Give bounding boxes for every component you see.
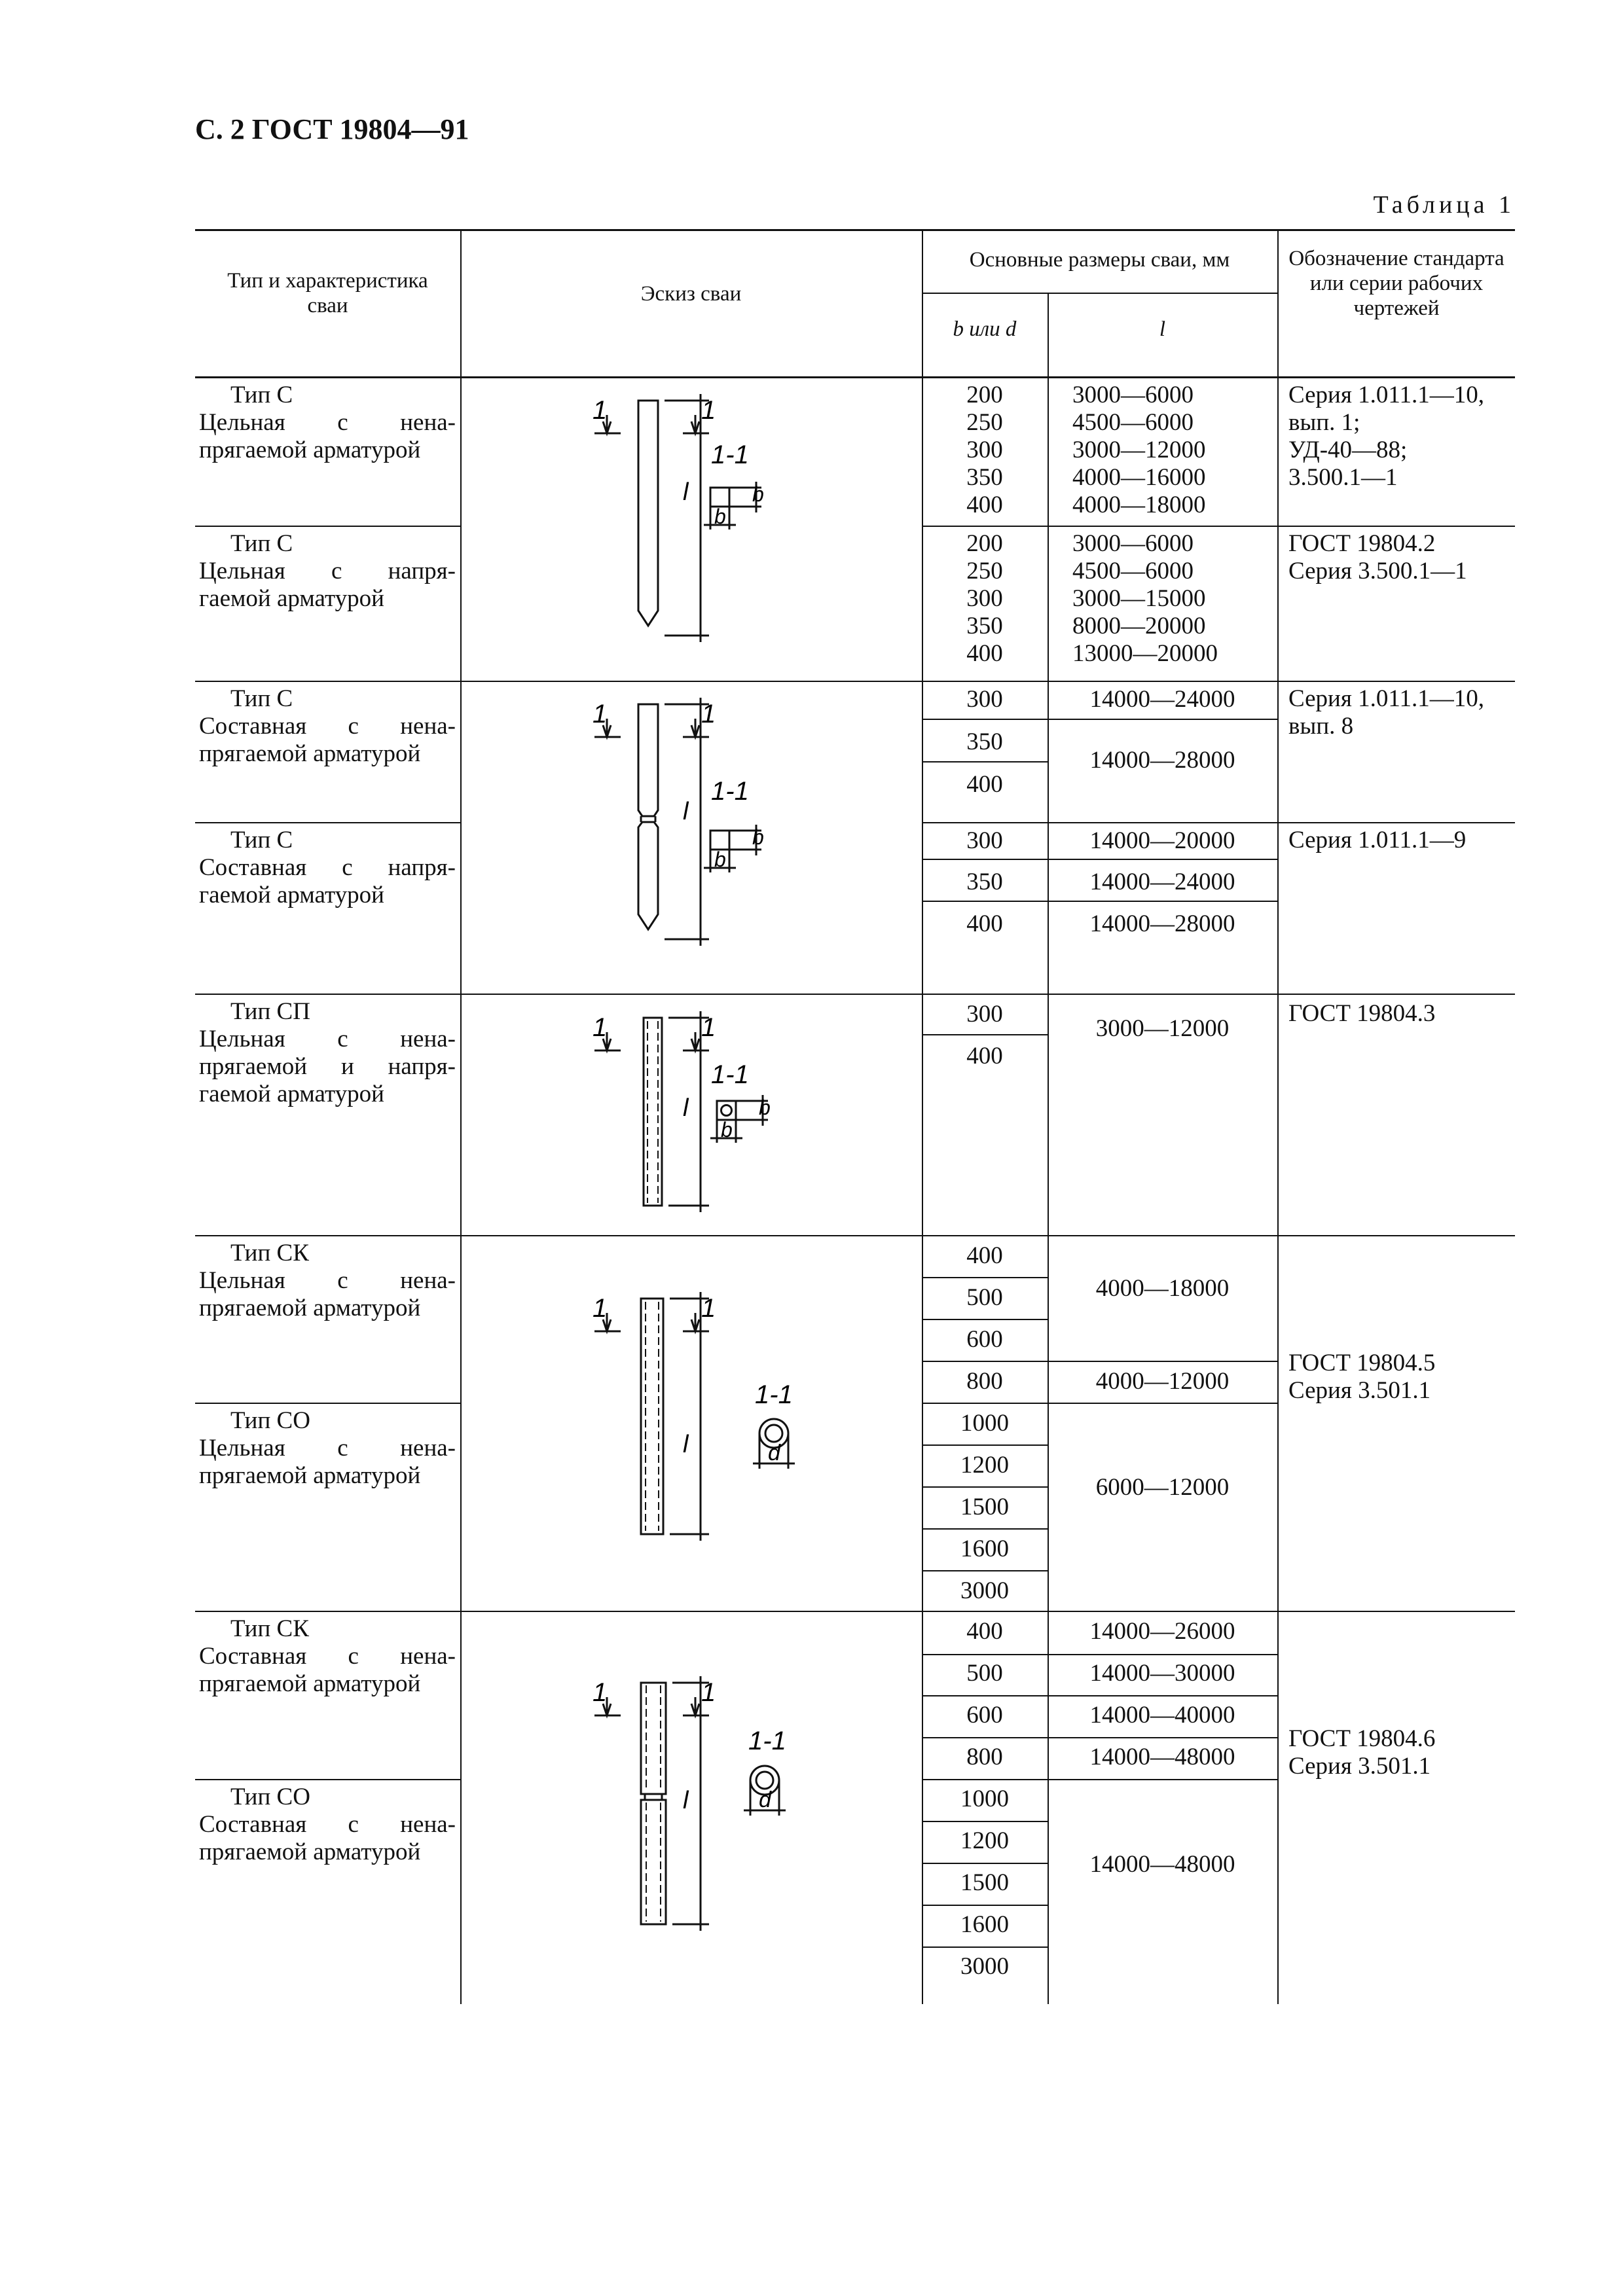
sketch-label: 1: [701, 1013, 716, 1042]
std-g2: ГОСТ 19804.2 Серия 3.500.1—1: [1288, 530, 1467, 584]
rule-r: [922, 1034, 1048, 1035]
rule-r: [922, 761, 1048, 762]
bd-cell: 1600: [960, 1535, 1009, 1562]
bd-cell: 1000: [960, 1785, 1009, 1812]
sketch-label: b: [752, 482, 764, 506]
rule-g9-data: [922, 1779, 1277, 1780]
sketch-label: d: [759, 1787, 771, 1812]
sketch-label: 1-1: [711, 440, 749, 469]
bd-cell: 350: [966, 728, 1003, 755]
sketch-label: 1-1: [711, 777, 749, 806]
bd-cell: 400: [966, 1242, 1003, 1269]
rule-r: [922, 1737, 1277, 1738]
desc-g3: Тип С Составная с нена- прягаемой арматурой: [199, 685, 456, 767]
rule-r: [922, 1695, 1277, 1696]
sketch-label: 1: [593, 1013, 608, 1042]
bd-cell: 800: [966, 1744, 1003, 1770]
sketch-label: b: [714, 505, 726, 528]
pile-table: [195, 229, 1515, 2004]
bd-cell: 500: [966, 1660, 1003, 1687]
l-cell: 6000—12000: [1095, 1474, 1230, 1501]
bd-cell: 400: [966, 771, 1003, 798]
sketch-label: l: [683, 1431, 689, 1458]
header-std: Обозначение стандарта или серии рабочих чертежей: [1288, 247, 1504, 320]
sketch-label: b: [714, 848, 726, 871]
rule-r: [922, 1319, 1048, 1320]
rule-g2-data: [922, 526, 1515, 527]
l-cell: 14000—24000: [1089, 869, 1235, 895]
bd-cell: 1500: [960, 1869, 1009, 1896]
header-bd: b или d: [953, 317, 1017, 341]
rule-g4-data: [922, 822, 1515, 823]
rule-g7-data: [922, 1403, 1277, 1404]
l-cell: 14000—28000: [1089, 747, 1235, 774]
bd-cell: 300: [966, 686, 1003, 713]
sketch-hollow-core-pile: [460, 995, 922, 1234]
l-cell: 14000—24000: [1089, 686, 1235, 713]
sketch-label: b: [721, 1118, 733, 1141]
sketch-composite-pile: [460, 682, 922, 993]
page-header: С. 2 ГОСТ 19804—91: [195, 113, 469, 145]
sketch-label: 1: [593, 1294, 608, 1323]
bd-cell: 300: [966, 827, 1003, 854]
sketch-label: b: [759, 1096, 771, 1119]
l-cell: 14000—48000: [1089, 1744, 1235, 1770]
l-cell: 4000—18000: [1095, 1275, 1230, 1302]
sketch-solid-pile: [460, 378, 922, 679]
bd-cell: 500: [966, 1284, 1003, 1311]
sketch-composite-round-pile: [460, 1612, 922, 2004]
bd-cell: 1200: [960, 1827, 1009, 1854]
rule-g2-desc: [195, 526, 460, 527]
desc-g7: Тип СО Цельная с нена- прягаемой арматурой: [199, 1407, 456, 1489]
l-list-g1: 3000—6000 4500—6000 3000—12000 4000—16000 4000—18000: [1072, 382, 1206, 518]
bd-cell: 1000: [960, 1410, 1009, 1437]
dims-sub-rule: [922, 293, 1277, 294]
sketch-label: 1: [593, 396, 608, 425]
bd-list-g1: 200 250 300 350 400: [966, 382, 1003, 518]
std-g4: Серия 1.011.1—9: [1288, 827, 1467, 853]
desc-g9: Тип СО Составная с нена- прягаемой арматурой: [199, 1784, 456, 1865]
sketch-label: l: [683, 1094, 689, 1122]
sketch-label: 1: [701, 700, 716, 728]
bd-list-g2: 200 250 300 350 400: [966, 530, 1003, 667]
l-cell: 14000—20000: [1089, 827, 1235, 854]
bd-cell: 600: [966, 1702, 1003, 1729]
bd-cell: 600: [966, 1326, 1003, 1353]
rule-r: [922, 1444, 1048, 1446]
rule-r: [922, 1821, 1048, 1822]
table-top-rule: [195, 229, 1515, 231]
sketch-label: 1-1: [711, 1060, 749, 1089]
bd-cell: 1200: [960, 1452, 1009, 1479]
rule-r: [922, 719, 1277, 720]
bd-cell: 1500: [960, 1494, 1009, 1520]
rule-r: [922, 859, 1277, 860]
bd-cell: 1600: [960, 1911, 1009, 1938]
vline-4: [1277, 229, 1279, 2004]
sketch-label: 1-1: [755, 1380, 793, 1409]
sketch-label: d: [768, 1441, 780, 1465]
rule-r: [922, 1570, 1048, 1571]
l-cell: 14000—28000: [1089, 910, 1235, 937]
sketch-label: 1: [701, 1678, 716, 1707]
rule-g7-desc: [195, 1403, 460, 1404]
desc-g8: Тип СК Составная с нена- прягаемой арматурой: [199, 1615, 456, 1697]
bd-cell: 400: [966, 1618, 1003, 1645]
std-g8-9: ГОСТ 19804.6 Серия 3.501.1: [1288, 1725, 1436, 1780]
table-label: Таблица 1: [1373, 191, 1515, 219]
sketch-round-pile: [460, 1236, 922, 1609]
l-cell: 14000—30000: [1089, 1660, 1235, 1687]
rule-r: [922, 1361, 1277, 1362]
l-cell: 3000—12000: [1095, 1015, 1230, 1042]
bd-cell: 350: [966, 869, 1003, 895]
rule-r: [922, 1946, 1048, 1948]
header-type: Тип и характеристика сваи: [227, 269, 428, 317]
rule-r: [922, 1863, 1048, 1864]
bd-cell: 800: [966, 1368, 1003, 1395]
rule-r: [922, 1654, 1277, 1655]
sketch-label: 1: [593, 700, 608, 728]
std-g6-7: ГОСТ 19804.5 Серия 3.501.1: [1288, 1350, 1436, 1404]
sketch-label: l: [683, 1787, 689, 1814]
rule-r: [922, 1277, 1048, 1278]
desc-g1: Тип С Цельная с нена- прягаемой арматурой: [199, 382, 456, 463]
l-cell: 4000—12000: [1095, 1368, 1230, 1395]
bd-cell: 300: [966, 1001, 1003, 1028]
sketch-label: l: [683, 798, 689, 825]
rule-r: [922, 1486, 1048, 1488]
rule-r: [922, 1528, 1048, 1530]
sketch-label: 1: [593, 1678, 608, 1707]
bd-cell: 400: [966, 910, 1003, 937]
sketch-label: 1-1: [748, 1727, 786, 1755]
l-list-g2: 3000—6000 4500—6000 3000—15000 8000—20000 13000—20000: [1072, 530, 1218, 667]
l-cell: 14000—40000: [1089, 1702, 1235, 1729]
l-cell: 14000—26000: [1089, 1618, 1235, 1645]
sketch-label: b: [752, 825, 764, 849]
desc-g6: Тип СК Цельная с нена- прягаемой арматурой: [199, 1240, 456, 1321]
bd-cell: 400: [966, 1043, 1003, 1069]
rule-r: [922, 901, 1277, 902]
desc-g2: Тип С Цельная с напря- гаемой арматурой: [199, 530, 456, 612]
rule-g4-desc: [195, 822, 460, 823]
header-l: l: [1159, 317, 1166, 341]
std-g5: ГОСТ 19804.3: [1288, 1000, 1436, 1027]
sketch-label: l: [683, 478, 689, 506]
std-g1: Серия 1.011.1—10, вып. 1; УД-40—88; 3.500.1—1: [1288, 382, 1484, 491]
desc-g4: Тип С Составная с напря- гаемой арматурой: [199, 827, 456, 908]
std-g3: Серия 1.011.1—10, вып. 8: [1288, 685, 1484, 740]
header-sketch: Эскиз сваи: [640, 282, 742, 306]
rule-g9-desc: [195, 1779, 460, 1780]
sketch-label: 1: [701, 1294, 716, 1323]
l-cell: 14000—48000: [1089, 1851, 1235, 1878]
header-dims: Основные размеры сваи, мм: [969, 248, 1230, 272]
sketch-label: 1: [701, 396, 716, 425]
rule-r: [922, 1905, 1048, 1906]
bd-cell: 3000: [960, 1577, 1009, 1604]
bd-cell: 3000: [960, 1953, 1009, 1980]
desc-g5: Тип СП Цельная с нена- прягаемой и напря- гаемой арматурой: [199, 998, 456, 1107]
